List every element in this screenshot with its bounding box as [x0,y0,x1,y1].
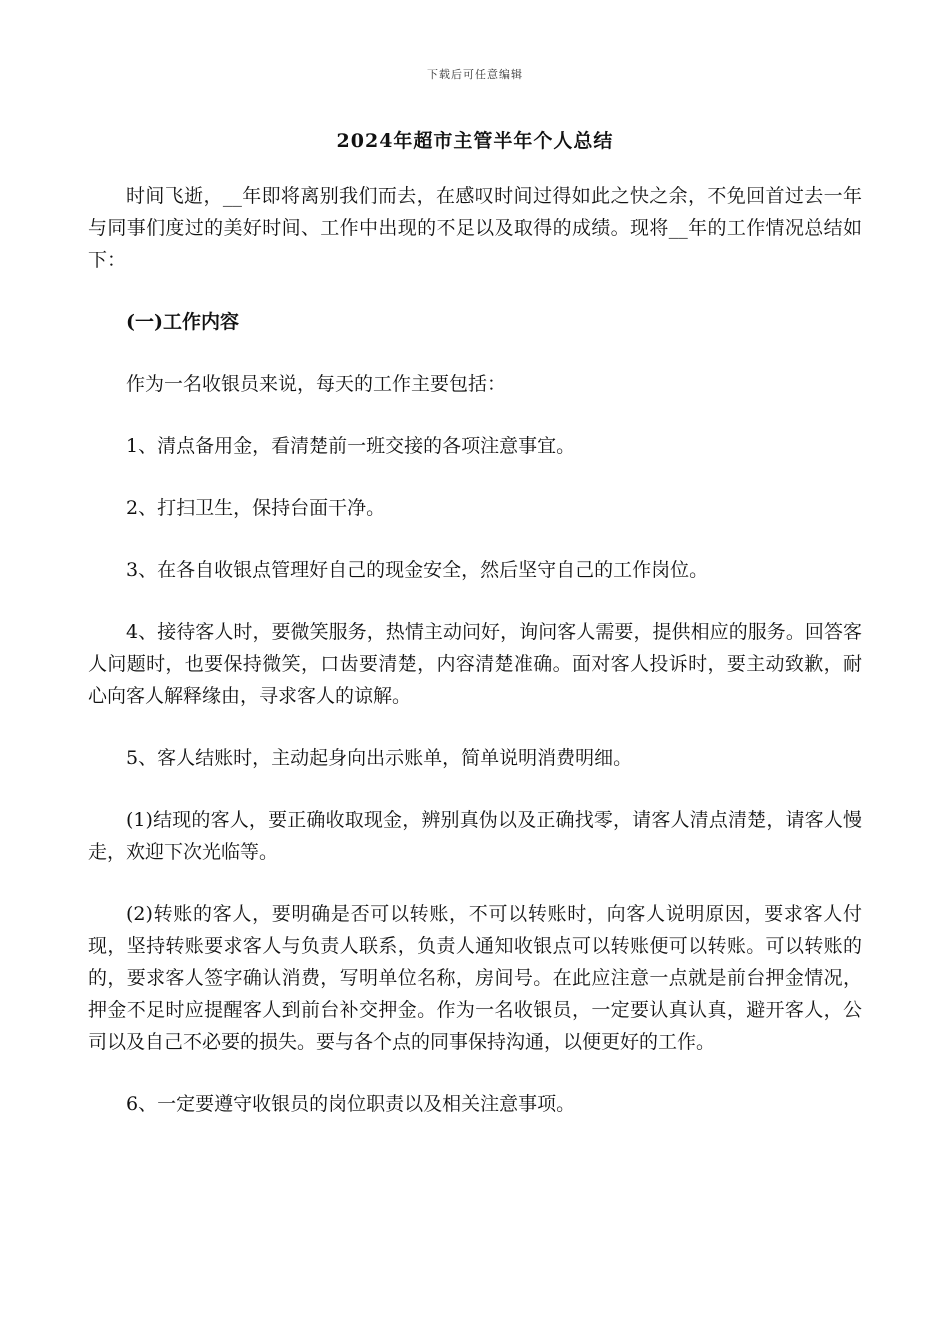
list-item-6: 6、一定要遵守收银员的岗位职责以及相关注意事项。 [126,1093,576,1115]
document-title: 2024年超市主管半年个人总结 [336,130,614,152]
lead-paragraph: 作为一名收银员来说，每天的工作主要包括： [126,373,507,395]
list-item-2: 2、打扫卫生，保持台面干净。 [126,497,386,519]
intro-paragraph: 时间飞逝，__年即将离别我们而去，在感叹时间过得如此之快之余，不免回首过去一年与同事们度过的美好时间、工作中出现的不足以及取得的成绩。现将__年的工作情况总结如下： [88,185,862,271]
list-item-1: 1、清点备用金，看清楚前一班交接的各项注意事宜。 [126,435,576,457]
list-item-4: 4、接待客人时，要微笑服务，热情主动问好，询问客人需要，提供相应的服务。回答客人问题时，也要保持微笑，口齿要清楚，内容清楚准确。面对客人投诉时，要主动致歉，耐心向客人解释缘由，寻求客人的谅解。 [88,621,862,707]
sub-item-2: (2)转账的客人，要明确是否可以转账，不可以转账时，向客人说明原因，要求客人付现，坚持转账要求客人与负责人联系，负责人通知收银点可以转账便可以转账。可以转账的的，要求客人签字确认消费，写明单位名称，房间号。在此应注意一点就是前台押金情况，押金不足时应提醒客人到前台补交押金。作为一名收银员，一定要认真认真，避开客人，公司以及自己不必要的损失。要与各个点的同事保持沟通，以便更好的工作。 [88,903,862,1053]
document-body [88,180,862,1120]
section-heading: (一)工作内容 [126,311,239,333]
list-item-3: 3、在各自收银点管理好自己的现金安全，然后坚守自己的工作岗位。 [126,559,709,581]
sub-item-1: (1)结现的客人，要正确收取现金，辨别真伪以及正确找零，请客人清点清楚，请客人慢走，欢迎下次光临等。 [88,809,862,863]
header-note: 下载后可任意编辑 [427,68,523,81]
list-item-5: 5、客人结账时，主动起身向出示账单，简单说明消费明细。 [126,747,633,769]
